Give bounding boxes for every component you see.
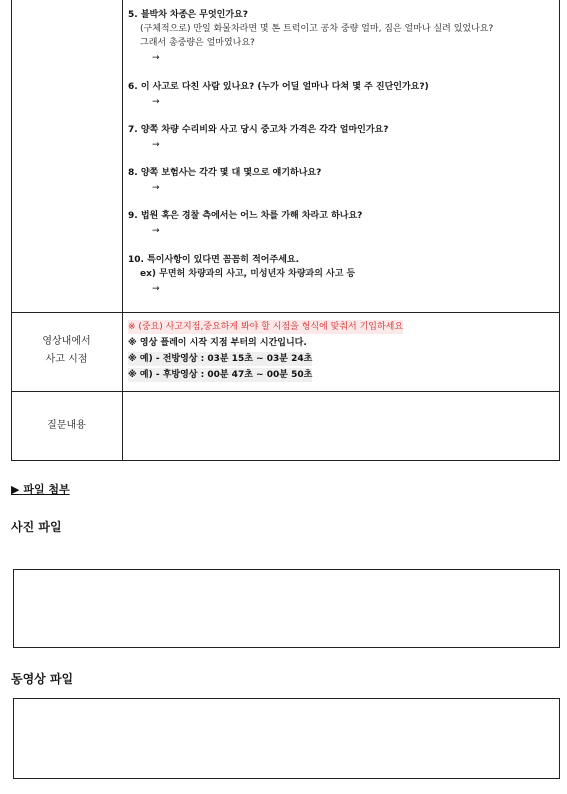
question-5: 5. 블박차 차종은 무엇인가요? (128, 10, 248, 20)
question-7: 7. 양쪽 차량 수리비와 사고 당시 중고차 가격은 각각 얼마인가요? (128, 125, 389, 135)
question-8: 8. 양쪽 보험사는 각각 몇 대 몇으로 얘기하나요? (128, 168, 322, 178)
row-divider (11, 312, 560, 313)
answer-arrow: → (152, 97, 160, 107)
answer-arrow: → (152, 226, 160, 236)
video-upload-box[interactable] (13, 698, 560, 779)
answer-arrow: → (152, 53, 160, 63)
question-content-label: 질문내용 (47, 420, 86, 431)
video-file-title: 동영상 파일 (11, 672, 74, 686)
question-10-example: ex) 무면허 차량과의 사고, 미성년자 차량과의 사고 등 (140, 269, 356, 279)
start-point-note: ※ 영상 플레이 시작 지점 부터의 시간입니다. (128, 338, 307, 348)
question-10: 10. 특이사항이 있다면 꼼꼼히 적어주세요. (128, 255, 300, 265)
answer-arrow: → (152, 284, 160, 294)
answer-arrow: → (152, 140, 160, 150)
question-5-detail-2: 그래서 총중량은 얼마였나요? (140, 38, 255, 48)
important-note: ※ (중요) 사고지점,중요하게 봐야 할 시점을 형식에 맞춰서 기입하세요 (128, 322, 404, 332)
table-border-bottom (11, 460, 560, 461)
time-row-label-line1: 영상내에서 (42, 336, 91, 347)
file-attach-title: 파일 첨부 (23, 483, 70, 496)
file-attach-heading (11, 481, 70, 497)
question-content-field[interactable] (123, 392, 558, 460)
question-9: 9. 법원 혹은 경찰 측에서는 어느 차를 가해 차라고 하나요? (128, 211, 363, 221)
example-front-video: ※ 예) - 전방영상 : 03분 15초 ~ 03분 24초 (128, 354, 313, 364)
example-rear-video: ※ 예) - 후방영상 : 00분 47초 ~ 00분 50초 (128, 370, 313, 380)
answer-arrow: → (152, 183, 160, 193)
time-row-label (11, 333, 122, 369)
question-6: 6. 이 사고로 다친 사람 있나요? (누가 어딜 얼마나 다쳐 몇 주 진단인가요?) (128, 82, 429, 92)
time-row-label-line2: 사고 시점 (45, 354, 88, 365)
photo-file-title: 사진 파일 (11, 520, 62, 534)
question-5-detail: (구체적으로) 만일 화물차라면 몇 톤 트럭이고 공차 중량 얼마, 짐은 얼마나 실려 있었나요? (140, 24, 494, 34)
photo-upload-box[interactable] (13, 569, 560, 648)
play-marker-icon: ▶ (11, 483, 20, 496)
